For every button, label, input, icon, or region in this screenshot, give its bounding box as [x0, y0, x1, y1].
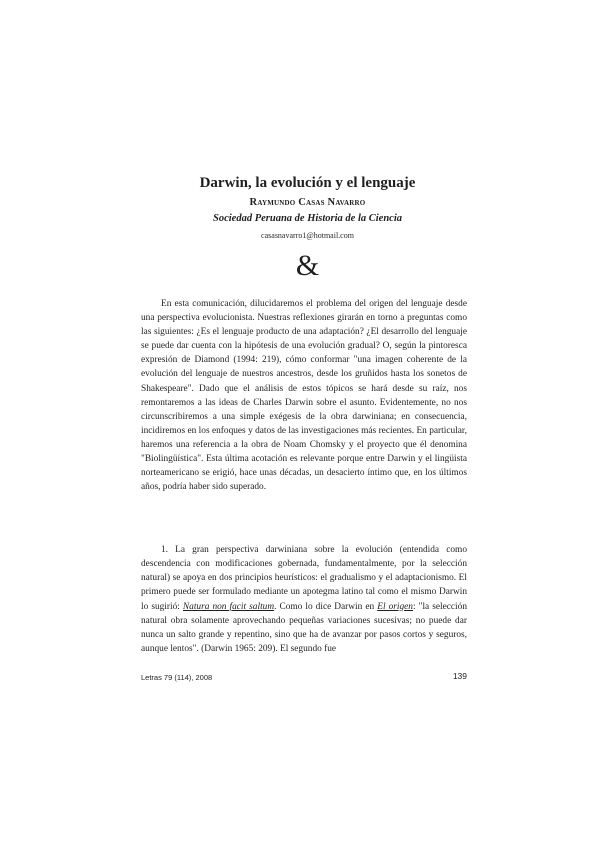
section-text-part3: : "la selección natural obra solamente aprovechando pequeñas variaciones sucesivas; no puede dar nunca un salto grande y repentino, sino que ha de avanzar por pasos cortos y seguros, aunque lentos". (Darwin 1965: 209). El segundo fue: [141, 601, 467, 655]
article-title: Darwin, la evolución y el lenguaje: [199, 175, 416, 191]
abstract-text: En esta comunicación, dilucidaremos el problema del origen del lenguaje desde una perspectiva evolucionista. Nuestras reflexiones girarán en torno a preguntas como las siguientes: ¿Es el lenguaje producto de una adaptación? ¿El desarrollo del lenguaje se puede dar cuenta con la hipótesis de una evolución gradual? O, según la pintoresca expresión de Diamond (1994: 219), cómo conformar "una imagen coherente de la evolución del lenguaje de nuestros ancestros, desde los gruñidos hasta los sonetos de Shakespeare". Dado que el análisis de estos tópicos se hará desde su raíz, nos remontaremos a las ideas de Charles Darwin sobre el asunto. Evidentemente, no nos circunscribiremos a una simple exégesis de la obra darwiniana; en consecuencia, incidiremos en los enfoques y datos de las investigaciones más recientes. En particular, haremos una referencia a la obra de Noam Chomsky y el proyecto que él denomina "Biolingüística". Esta última acotación es relevante porque entre Darwin y el lingüista norteamericano se erigió, hace unas décadas, un desacierto íntimo que, en los últimos años, podría haber sido superado.: [141, 299, 467, 493]
author-affiliation: Sociedad Peruana de Historia de la Ciencia: [213, 213, 402, 224]
abstract-paragraph: [141, 297, 467, 494]
author-name: Raymundo Casas Navarro: [249, 197, 366, 208]
ampersand-ornament: &: [295, 249, 320, 282]
section-1-paragraph: [141, 543, 467, 656]
page-number: 139: [452, 671, 467, 681]
book-title: El origen: [377, 601, 413, 612]
author-email[interactable]: casasnavarro1@hotmail.com: [261, 231, 354, 240]
section-text-part1: 1. La gran perspectiva darwiniana sobre la evolución (entendida como descendencia con modificaciones gobernada, fundamentalmente, por la selección natural) se apoya en dos principios heurísticos: el gradualismo y el adaptacionismo. El primero puede ser formulado mediante un apotegma latino tal como el mismo Darwin lo sugirió:: [141, 545, 467, 612]
journal-citation: Letras 79 (114), 2008: [141, 673, 213, 682]
section-text-part2: . Como lo dice Darwin en: [274, 601, 378, 612]
latin-phrase: Natura non facit saltum: [182, 601, 275, 612]
